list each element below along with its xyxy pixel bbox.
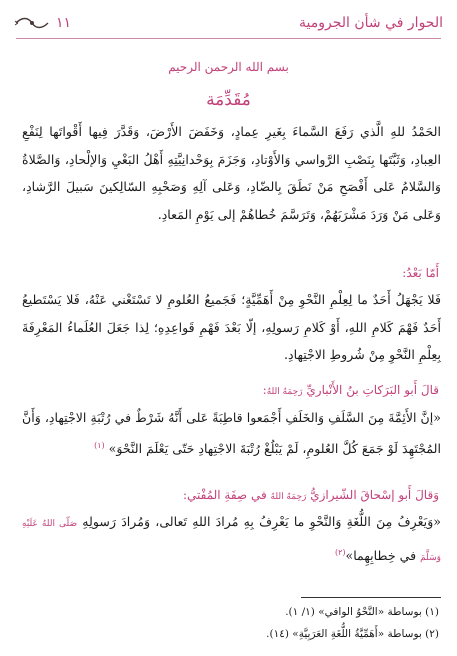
quote2-heading-end: في صِفَةِ المُفْتي: — [182, 488, 267, 502]
footnote-ref-1[interactable]: (١) — [94, 440, 105, 450]
salutation: صَلّى اللهُ عَلَيْهِ وَسَلَّمَ — [22, 519, 441, 563]
section-title: مُقَدِّمَة — [206, 90, 251, 110]
basmala: بسم الله الرحمن الرحيم — [168, 60, 289, 74]
intro-paragraph: الحَمْدُ للهِ الَّذي رَفَعَ السَّماءَ بِغَيرِ عِمادٍ، وَخَفَضَ الأَرْضَ، وَقَدَّرَ فِيها أَقْواتَها لِنَفْعِ العِبادِ، وَثَبَّتَها بِنَصْبِ الرَّواسي وَالأَوْتادِ، وَجَزَمَ بِوَحْدانِيَّتِهِ أَهْلُ البَغْيِ وَالإلْحادِ، وَالصَّلاةُ وَالسَّلامُ عَلى أَفْصَحِ مَنْ نَطَقَ بِالضّادِ، وَعَلى آلِهِ وَصَحْبِهِ السّالِكينَ سَبيلَ الرَّشادِ، وَعَلى مَنْ وَرَدَ مَشْرَبَهُمْ، وَتَرَسَّمَ خُطاهُمْ إلى يَوْمِ المَعادِ. — [22, 124, 441, 222]
page-number: ١١ — [56, 15, 72, 31]
footnote-1: (١) بوساطة «النَّحْوُ الوافي» (١/ ١). — [285, 606, 439, 618]
amma-bad-heading: أَمّا بَعْدُ: — [402, 266, 439, 280]
quote1-text — [22, 404, 441, 462]
quote1-body: «إنَّ الأَئِمَّةَ مِنَ السَّلَفِ وَالخَلَفِ أَجْمَعوا قاطِبَةً عَلى أَنَّهُ شَرْطٌ في رُتْبَةِ الاجْتِهادِ، وَأَنَّ المُجْتَهِدَ لَوْ جَمَعَ كُلَّ العُلومِ، لَمْ يَبْلُغْ رُتْبَةَ الاجْتِهادِ حَتّى يَعْلَمَ النَّحْوَ» — [22, 410, 441, 456]
page-number-group — [14, 15, 71, 31]
book-title: الحوار في شأن الجرومية — [299, 15, 443, 31]
quote1-heading — [263, 383, 439, 397]
footnote-divider — [301, 597, 441, 598]
quote2-body-b: في خِطابِهِما» — [345, 547, 417, 563]
importance-paragraph: فَلا يَجْهَلُ أَحَدٌ ما لِعِلْمِ النَّحْوِ مِنْ أَهَمِّيَّةٍ؛ فَجَميعُ العُلومِ لا تَسْتَغْني عَنْهُ، فَلا يَسْتَطيعُ أَحَدٌ فَهْمَ كَلامِ اللهِ، أَوْ كَلامِ رَسولِهِ، إلّا بَعْدَ فَهْمِ قَواعِدِهِ؛ لِذا جَعَلَ العُلَماءُ المَعْرِفَةَ بِعِلْمِ النَّحْوِ مِنْ شُروطِ الاجْتِهادِ. — [22, 292, 441, 362]
quote2-text — [22, 508, 441, 572]
quote2-heading — [183, 488, 439, 502]
ornament-icon — [14, 16, 50, 30]
quote1-honorific: رَحِمَهُ اللهُ — [266, 387, 303, 397]
quote1-heading-end: : — [262, 383, 267, 397]
quote2-author: وَقالَ أَبو إسْحاقَ الشّيرازيُّ — [310, 488, 439, 502]
quote1-author: قالَ أَبو البَرَكاتِ بنُ الأَنْباريِّ — [306, 383, 439, 397]
footnote-2: (٢) بوساطة «أَهَمِّيَّةُ اللُّغَةِ العَرَبِيَّةِ» (١٤). — [266, 628, 439, 640]
header-divider — [16, 38, 441, 39]
quote2-honorific: رَحِمَهُ اللهُ — [270, 492, 307, 502]
footnote-ref-2[interactable]: (٢) — [334, 547, 346, 557]
quote2-body-a: «وَيَعْرِفُ مِنَ اللُّغَةِ وَالنَّحْوِ ما يَعْرِفُ بِهِ مُرادَ اللهِ تَعالى، وَمُرادَ رَسولِهِ — [82, 514, 441, 529]
running-header — [14, 10, 443, 36]
